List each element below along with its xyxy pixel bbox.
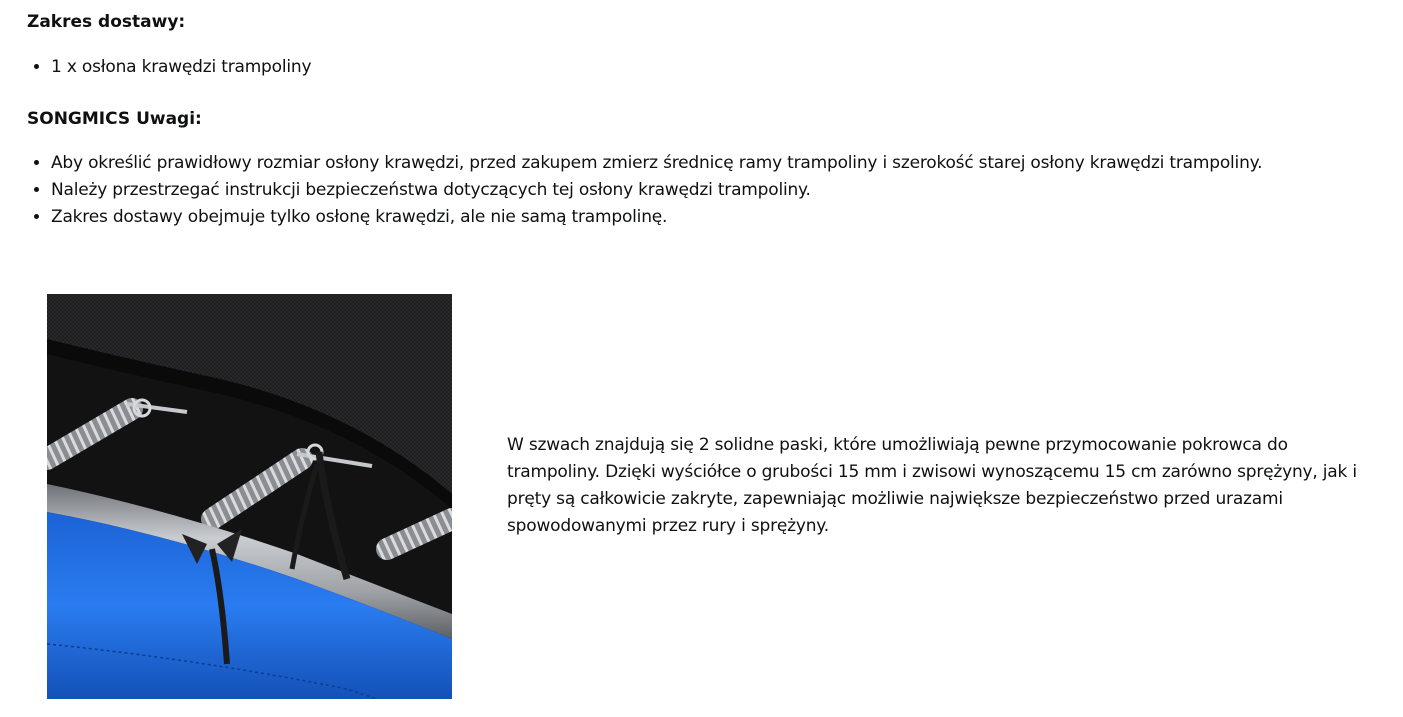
feature-description: W szwach znajdują się 2 solidne paski, które umożliwiają pewne przymocowanie pokrowca do trampoliny. Dzięki wyściółce o grubości 15 mm i zwisowi wynoszącemu 15 cm zarówno sprężyny, jak i pręty są całkowicie zakryte, zapewniając możliwie największe bezpieczeństwo przed urazami spowodowanymi przez rury i sprężyny. <box>507 435 1357 536</box>
list-item: • Zakres dostawy obejmuje tylko osłonę krawędzi, ale nie samą trampolinę. <box>51 204 1262 231</box>
list-item: • 1 x osłona krawędzi trampoliny <box>51 54 311 81</box>
trampoline-edge-photo <box>47 294 452 699</box>
list-item: • Należy przestrzegać instrukcji bezpieczeństwa dotyczących tej osłony krawędzi trampoliny. <box>51 177 1262 204</box>
list-item: • Aby określić prawidłowy rozmiar osłony krawędzi, przed zakupem zmierz średnicę ramy trampoliny i szerokość starej osłony krawędzi trampoliny. <box>51 150 1262 177</box>
delivery-heading: Zakres dostawy: <box>27 12 186 32</box>
notes-list <box>30 150 1262 231</box>
notes-heading: SONGMICS Uwagi: <box>27 109 202 129</box>
product-photo <box>47 294 452 699</box>
delivery-list <box>30 54 311 81</box>
